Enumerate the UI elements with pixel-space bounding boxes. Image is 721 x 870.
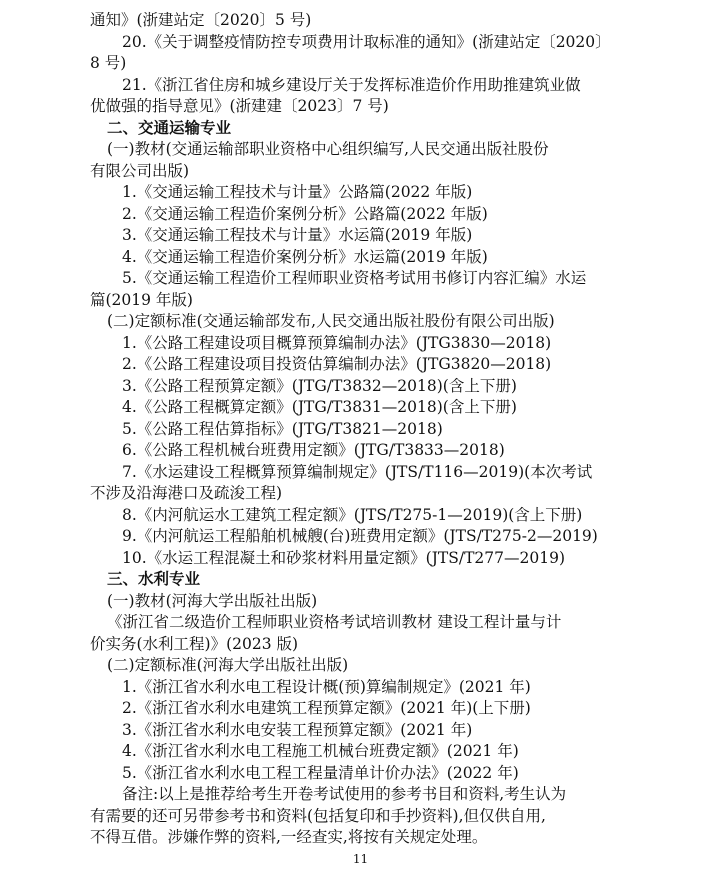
- text-line: 7.《水运建设工程概算预算编制规定》(JTS/T116—2019)(本次考试: [122, 462, 593, 481]
- text-line: 有需要的还可另带参考书和资料(包括复印和手抄资料),但仅供自用,: [90, 806, 546, 825]
- document-body: [90, 10, 650, 849]
- text-line: 《浙江省二级造价工程师职业资格考试培训教材 建设工程计量与计: [107, 613, 562, 631]
- text-line: (一)教材(交通运输部职业资格中心组织编写,人民交通出版社股份: [107, 140, 549, 158]
- text-line: 10.《水运工程混凝土和砂浆材料用量定额》(JTS/T277—2019): [122, 548, 566, 567]
- text-line: 备注:以上是推荐给考生开卷考试使用的参考书目和资料,考生认为: [122, 785, 567, 803]
- text-line: 5.《公路工程估算指标》(JTG/T3821—2018): [122, 419, 443, 438]
- text-line: 8.《内河航运水工建筑工程定额》(JTS/T275-1—2019)(含上下册): [122, 505, 583, 524]
- text-line: 4.《浙江省水利水电工程施工机械台班费定额》(2021 年): [122, 742, 519, 760]
- text-line: 2.《交通运输工程造价案例分析》公路篇(2022 年版): [122, 204, 488, 223]
- text-line: 1.《公路工程建设项目概算预算编制办法》(JTG3830—2018): [122, 333, 552, 352]
- text-line: 5.《浙江省水利水电工程工程量清单计价办法》(2022 年): [122, 763, 519, 782]
- text-line: 篇(2019 年版): [90, 290, 193, 309]
- text-line: 优做强的指导意见》(浙建建〔2023〕7 号): [90, 97, 389, 115]
- text-line: 1.《交通运输工程技术与计量》公路篇(2022 年版): [122, 183, 473, 201]
- text-line: (二)定额标准(河海大学出版社出版): [107, 656, 349, 674]
- text-line: 3.《交通运输工程技术与计量》水运篇(2019 年版): [122, 226, 473, 244]
- section-heading: 三、水利专业: [107, 570, 201, 588]
- text-line: 通知》(浙建站定〔2020〕5 号): [90, 11, 312, 29]
- text-line: 5.《交通运输工程造价工程师职业资格考试用书修订内容汇编》水运: [122, 269, 587, 287]
- text-line: 有限公司出版): [90, 161, 190, 180]
- page-number: 11: [352, 852, 369, 866]
- text-line: 价实务(水利工程)》(2023 版): [90, 634, 299, 653]
- text-line: 1.《浙江省水利水电工程设计概(预)算编制规定》(2021 年): [122, 677, 531, 696]
- text-line: 2.《浙江省水利水电建筑工程预算定额》(2021 年)(上下册): [122, 699, 531, 717]
- text-line: 3.《公路工程预算定额》(JTG/T3832—2018)(含上下册): [122, 376, 517, 395]
- section-heading: 二、交通运输专业: [107, 118, 232, 137]
- text-line: 3.《浙江省水利水电安装工程预算定额》(2021 年): [122, 720, 473, 739]
- text-line: 9.《内河航运工程船舶机械艘(台)班费用定额》(JTS/T275-2—2019): [122, 527, 598, 545]
- text-line: 4.《交通运输工程造价案例分析》水运篇(2019 年版): [122, 247, 488, 266]
- text-line: 不得互借。涉嫌作弊的资料,一经查实,将按有关规定处理。: [90, 828, 488, 846]
- text-line: 2.《公路工程建设项目投资估算编制办法》(JTG3820—2018): [122, 355, 552, 373]
- text-line: (一)教材(河海大学出版社出版): [107, 591, 318, 610]
- text-line: 8 号): [90, 54, 127, 72]
- text-line: 6.《公路工程机械台班费用定额》(JTG/T3833—2018): [122, 441, 505, 459]
- text-line: 21.《浙江省住房和城乡建设厅关于发挥标准造价作用助推建筑业做: [122, 75, 581, 94]
- text-line: (二)定额标准(交通运输部发布,人民交通出版社股份有限公司出版): [107, 312, 555, 330]
- text-line: 20.《关于调整疫情防控专项费用计取标准的通知》(浙建站定〔2020〕: [122, 32, 611, 51]
- text-line: 4.《公路工程概算定额》(JTG/T3831—2018)(含上下册): [122, 398, 517, 416]
- text-line: 不涉及沿海港口及疏浚工程): [90, 484, 283, 502]
